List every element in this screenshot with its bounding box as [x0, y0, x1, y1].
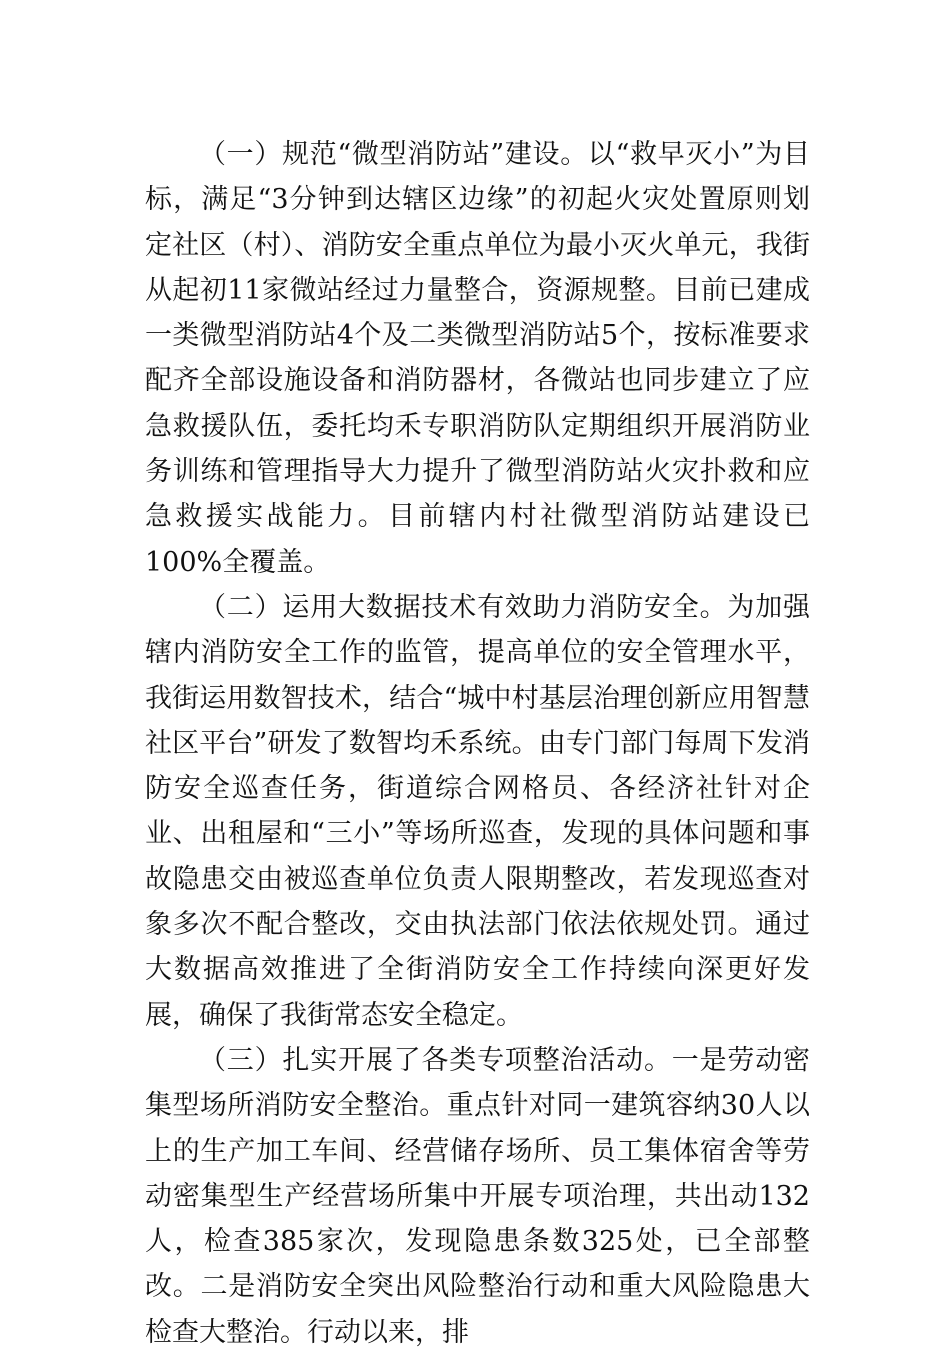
document-body	[145, 132, 810, 1355]
paragraph-micro-fire-station: （一）规范“微型消防站”建设。以“救早灭小”为目标，满足“3分钟到达辖区边缘”的初起火灾处置原则划定社区（村）、消防安全重点单位为最小灭火单元，我街从起初11家微站经过力量整合，资源规整。目前已建成一类微型消防站4个及二类微型消防站5个，按标准要求配齐全部设施设备和消防器材，各微站也同步建立了应急救援队伍，委托均禾专职消防队定期组织开展消防业务训练和管理指导大力提升了微型消防站火灾扑救和应急救援实战能力。目前辖内村社微型消防站建设已100%全覆盖。	[145, 139, 810, 578]
paragraph-big-data-fire-safety: （二）运用大数据技术有效助力消防安全。为加强辖内消防安全工作的监管，提高单位的安全管理水平，我街运用数智技术，结合“城中村基层治理创新应用智慧社区平台”研发了数智均禾系统。由专门部门每周下发消防安全巡查任务，街道综合网格员、各经济社针对企业、出租屋和“三小”等场所巡查，发现的具体问题和事故隐患交由被巡查单位负责人限期整改，若发现巡查对象多次不配合整改，交由执法部门依法依规处罚。通过大数据高效推进了全街消防安全工作持续向深更好发展，确保了我街常态安全稳定。	[145, 591, 810, 1031]
paragraph-special-rectification: （三）扎实开展了各类专项整治活动。一是劳动密集型场所消防安全整治。重点针对同一建筑容纳30人以上的生产加工车间、经营储存场所、员工集体宿舍等劳动密集型生产经营场所集中开展专项治理，共出动132人，检查385家次，发现隐患条数325处，已全部整改。二是消防安全突出风险整治行动和重大风险隐患大检查大整治。行动以来，排	[145, 1044, 810, 1348]
